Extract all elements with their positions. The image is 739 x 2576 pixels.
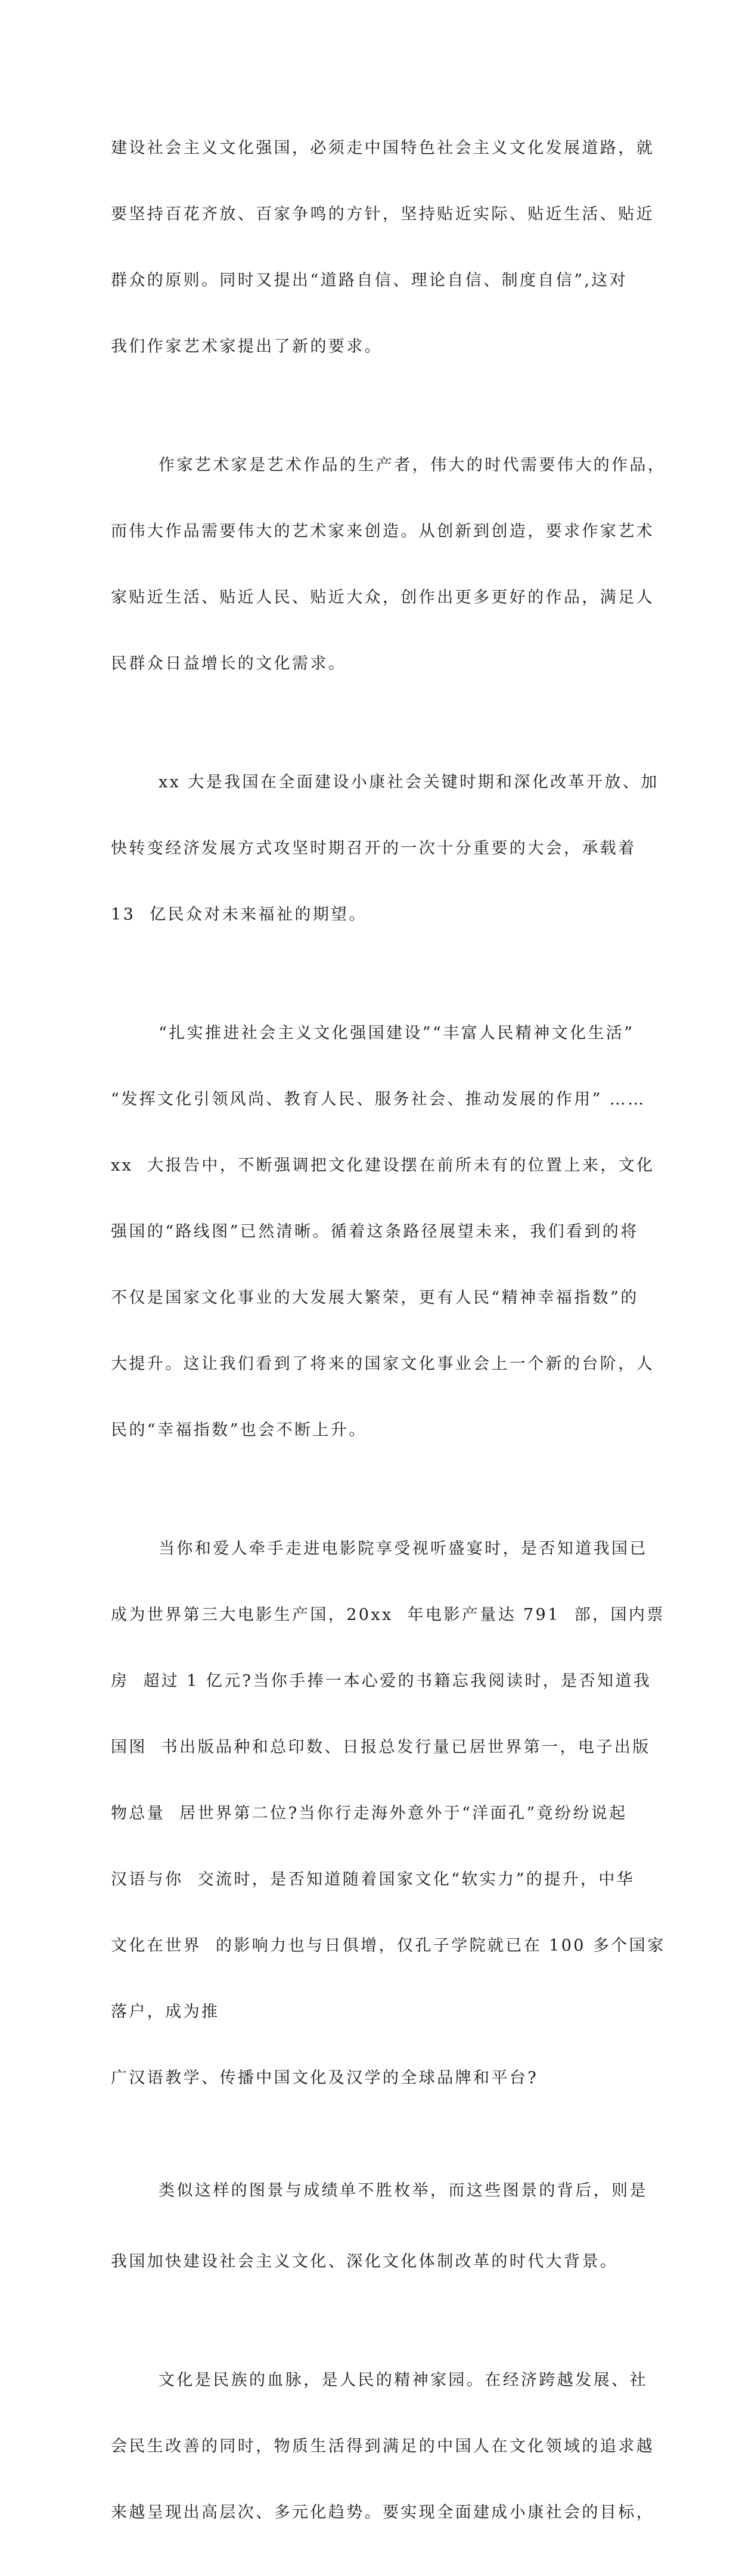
paragraph-line: 类似这样的图景与成绩单不胜枚举，而这些图景的背后，则是 xyxy=(159,2181,648,2200)
paragraph-line: 国图 书出版品种和总印数、日报总发行量已居世界第一，电子出版 xyxy=(111,1738,651,1756)
paragraph-line: “扎实推进社会主义文化强国建设”“丰富人民精神文化生活” xyxy=(159,1024,635,1042)
paragraph-line: 物总量 居世界第二位?当你行走海外意外于“洋面孔”竟纷纷说起 xyxy=(111,1804,628,1823)
paragraph-line: 群众的原则。同时又提出“道路自信、理论自信、制度自信”,这对 xyxy=(111,271,628,290)
paragraph-7 xyxy=(111,2325,654,2568)
paragraph-line: 来越呈现出高层次、多元化趋势。要实现全面建成小康社会的目标， xyxy=(111,2503,654,2522)
paragraph-line: 文化在世界 的影响力也与日俱增，仅孔子学院就已在 100 多个国家 xyxy=(111,1936,666,1955)
paragraph-line: 民群众日益增长的文化需求。 xyxy=(111,654,347,673)
paragraph-line: 要坚持百花齐放、百家争鸣的方针，坚持贴近实际、贴近生活、贴近 xyxy=(111,205,654,224)
paragraph-line: 我国加快建设社会主义文化、深化文化体制改革的时代大背景。 xyxy=(111,2252,619,2271)
paragraph-line: 快转变经济发展方式攻坚时期召开的一次十分重要的大会，承载着 xyxy=(111,839,636,858)
paragraph-line: 作家艺术家是艺术作品的生产者，伟大的时代需要伟大的作品， xyxy=(159,456,666,474)
paragraph-line: 13 亿民众对未来福祉的期望。 xyxy=(111,905,367,924)
paragraph-line: 成为世界第三大电影生产国，20xx 年电影产量达 791 部，国内票 xyxy=(111,1606,665,1624)
paragraph-line: 强国的“路线图”已然清晰。循着这条路径展望未来，我们看到的将 xyxy=(111,1222,639,1241)
paragraph-6 xyxy=(111,2136,648,2317)
paragraph-line: 民的“幸福指数”也会不断上升。 xyxy=(111,1421,367,1439)
paragraph-line: 落户，成为推 xyxy=(111,2003,220,2021)
document-body xyxy=(111,93,666,2576)
paragraph-line: xx 大报告中，不断强调把文化建设摆在前所未有的位置上来，文化 xyxy=(111,1156,655,1175)
paragraph-line: 会民生改善的同时，物质生活得到满足的中国人在文化领域的追求越 xyxy=(111,2437,654,2456)
paragraph-line: 汉语与你 交流时，是否知道随着国家文化“软实力”的提升，中华 xyxy=(111,1870,635,1889)
paragraph-4 xyxy=(111,978,655,1485)
paragraph-line: 当你和爱人牵手走进电影院享受视听盛宴时，是否知道我国已 xyxy=(159,1540,648,1558)
paragraph-line: 建设社会主义文化强国，必须走中国特色社会主义文化发展道路，就 xyxy=(111,139,654,157)
paragraph-line: 而伟大作品需要伟大的艺术家来创造。从创新到创造，要求作家艺术 xyxy=(111,522,654,541)
paragraph-1 xyxy=(111,93,654,402)
paragraph-line: xx 大是我国在全面建设小康社会关键时期和深化改革开放、加 xyxy=(159,773,659,792)
paragraph-3 xyxy=(111,727,659,970)
paragraph-line: 家贴近生活、贴近人民、贴近大众，创作出更多更好的作品，满足人 xyxy=(111,588,654,607)
paragraph-line: “发挥文化引领风尚、教育人民、服务社会、推动发展的作用” …… xyxy=(111,1090,646,1109)
paragraph-line: 大提升。这让我们看到了将来的国家文化事业会上一个新的台阶，人 xyxy=(111,1355,654,1373)
paragraph-5 xyxy=(111,1494,666,2133)
paragraph-line: 不仅是国家文化事业的大发展大繁荣，更有人民“精神幸福指数”的 xyxy=(111,1289,639,1307)
paragraph-line: 广汉语教学、传播中国文化及汉学的全球品牌和平台? xyxy=(111,2069,539,2087)
paragraph-line: 文化是民族的血脉，是人民的精神家园。在经济跨越发展、社 xyxy=(159,2371,648,2389)
paragraph-2 xyxy=(111,410,666,719)
paragraph-line: 我们作家艺术家提出了新的要求。 xyxy=(111,337,383,356)
paragraph-line: 房 超过 1 亿元?当你手捧一本心爱的书籍忘我阅读时，是否知道我 xyxy=(111,1672,652,1690)
